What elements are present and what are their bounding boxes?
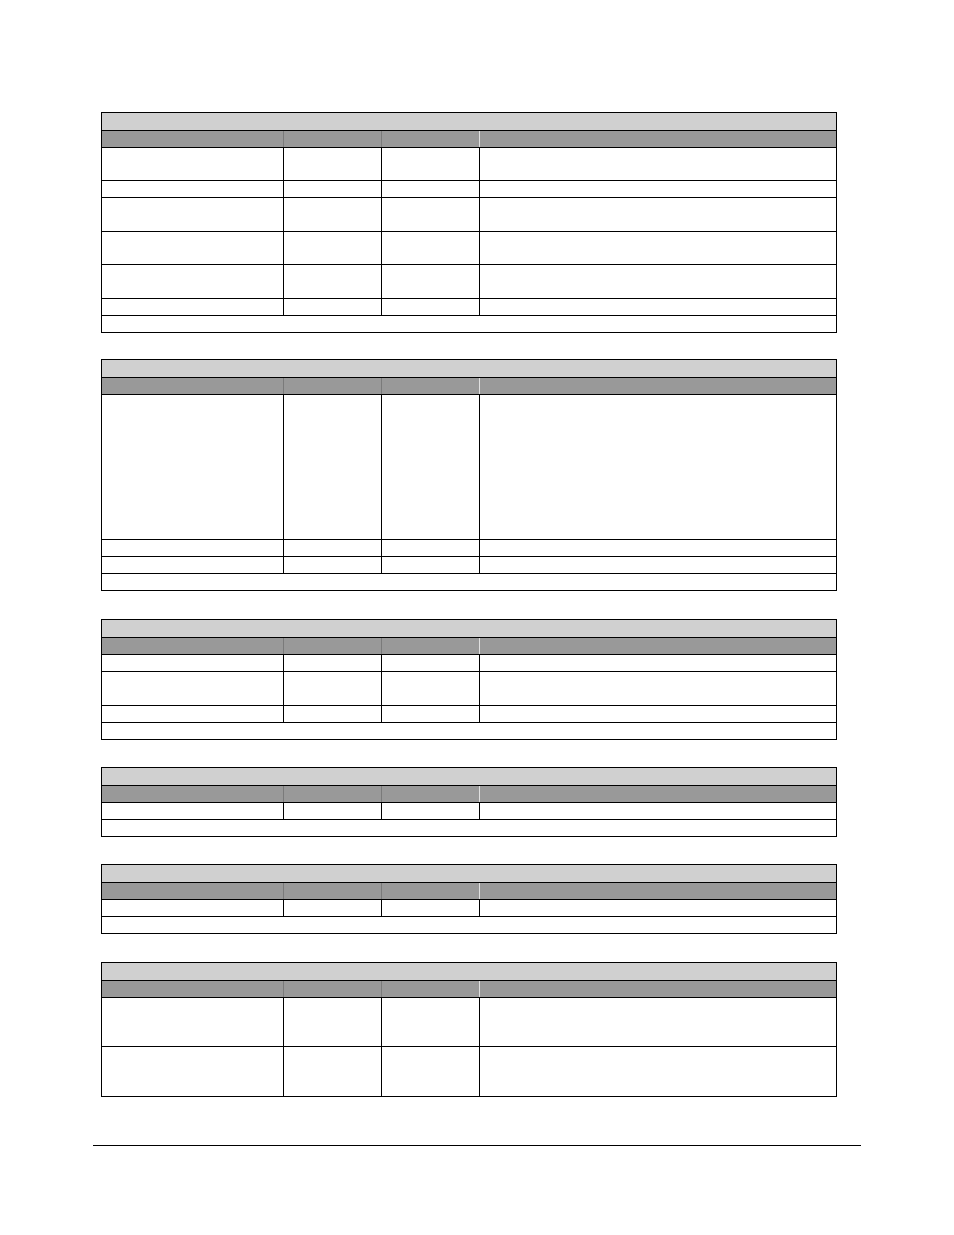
table-cell xyxy=(480,181,836,197)
header-cell xyxy=(480,883,836,899)
table-title xyxy=(102,360,836,378)
header-cell xyxy=(284,378,382,394)
header-cell xyxy=(284,883,382,899)
table-title xyxy=(102,963,836,981)
table-cell xyxy=(480,706,836,722)
table-row xyxy=(102,557,836,574)
table-cell xyxy=(382,395,480,539)
table-cell xyxy=(102,181,284,197)
table-cell xyxy=(102,540,284,556)
table-cell xyxy=(284,672,382,705)
header-cell xyxy=(284,638,382,654)
table-title xyxy=(102,865,836,883)
header-cell xyxy=(102,131,284,147)
table-row xyxy=(102,198,836,232)
table-row xyxy=(102,998,836,1047)
table-cell xyxy=(102,198,284,231)
table-cell xyxy=(284,557,382,573)
table-cell xyxy=(382,655,480,671)
table-row xyxy=(102,265,836,299)
table-5 xyxy=(101,864,837,934)
table-cell xyxy=(480,299,836,315)
table-1 xyxy=(101,112,837,333)
table-header-row xyxy=(102,378,836,395)
table-cell xyxy=(382,540,480,556)
table-cell xyxy=(102,148,284,180)
table-cell xyxy=(102,900,284,916)
table-note-row xyxy=(102,316,836,332)
table-cell xyxy=(102,265,284,298)
table-row xyxy=(102,672,836,706)
table-cell xyxy=(102,998,284,1046)
header-cell xyxy=(102,638,284,654)
table-row xyxy=(102,232,836,265)
table-cell xyxy=(102,299,284,315)
table-cell xyxy=(284,181,382,197)
table-row xyxy=(102,299,836,316)
table-cell xyxy=(480,232,836,264)
table-header-row xyxy=(102,786,836,803)
header-cell xyxy=(382,786,480,802)
table-cell xyxy=(284,900,382,916)
header-cell xyxy=(480,131,836,147)
table-cell xyxy=(102,672,284,705)
table-cell xyxy=(480,803,836,819)
table-title xyxy=(102,768,836,786)
table-cell xyxy=(480,900,836,916)
header-cell xyxy=(382,883,480,899)
table-cell xyxy=(284,706,382,722)
table-cell xyxy=(284,395,382,539)
table-cell xyxy=(480,198,836,231)
header-cell xyxy=(102,981,284,997)
table-cell xyxy=(284,1047,382,1096)
table-cell xyxy=(102,1047,284,1096)
header-cell xyxy=(102,786,284,802)
table-header-row xyxy=(102,981,836,998)
table-3 xyxy=(101,619,837,740)
table-cell xyxy=(382,232,480,264)
table-row xyxy=(102,148,836,181)
table-cell xyxy=(382,198,480,231)
table-cell xyxy=(480,557,836,573)
table-cell xyxy=(284,540,382,556)
table-cell xyxy=(102,706,284,722)
table-cell xyxy=(102,803,284,819)
table-note-row xyxy=(102,820,836,836)
table-title xyxy=(102,620,836,638)
table-cell xyxy=(382,1047,480,1096)
header-cell xyxy=(284,786,382,802)
header-cell xyxy=(382,131,480,147)
table-cell xyxy=(382,803,480,819)
table-cell xyxy=(284,198,382,231)
table-cell xyxy=(102,557,284,573)
table-cell xyxy=(382,998,480,1046)
table-note-row xyxy=(102,723,836,739)
table-cell xyxy=(382,299,480,315)
table-cell xyxy=(480,672,836,705)
header-cell xyxy=(382,378,480,394)
table-cell xyxy=(480,395,836,539)
table-6 xyxy=(101,962,837,1097)
table-4 xyxy=(101,767,837,837)
table-row xyxy=(102,540,836,557)
table-cell xyxy=(382,706,480,722)
table-cell xyxy=(480,148,836,180)
table-header-row xyxy=(102,638,836,655)
table-cell xyxy=(382,181,480,197)
header-cell xyxy=(102,883,284,899)
table-cell xyxy=(284,265,382,298)
header-cell xyxy=(480,378,836,394)
header-cell xyxy=(102,378,284,394)
table-cell xyxy=(382,265,480,298)
table-cell xyxy=(480,1047,836,1096)
table-cell xyxy=(284,998,382,1046)
header-cell xyxy=(480,638,836,654)
table-cell xyxy=(480,265,836,298)
table-cell xyxy=(382,557,480,573)
footer-rule xyxy=(93,1145,861,1146)
table-cell xyxy=(284,803,382,819)
table-row xyxy=(102,395,836,540)
table-cell xyxy=(102,395,284,539)
table-row xyxy=(102,706,836,723)
table-cell xyxy=(284,299,382,315)
table-row xyxy=(102,900,836,917)
header-cell xyxy=(382,981,480,997)
header-cell xyxy=(480,981,836,997)
table-2 xyxy=(101,359,837,591)
table-cell xyxy=(480,655,836,671)
table-title xyxy=(102,113,836,131)
table-cell xyxy=(382,900,480,916)
table-row xyxy=(102,803,836,820)
table-note-row xyxy=(102,574,836,590)
table-header-row xyxy=(102,883,836,900)
table-cell xyxy=(102,232,284,264)
header-cell xyxy=(284,131,382,147)
table-cell xyxy=(382,148,480,180)
table-header-row xyxy=(102,131,836,148)
table-cell xyxy=(102,655,284,671)
table-note-row xyxy=(102,917,836,933)
table-cell xyxy=(382,672,480,705)
header-cell xyxy=(284,981,382,997)
table-cell xyxy=(284,232,382,264)
table-cell xyxy=(480,540,836,556)
table-cell xyxy=(284,148,382,180)
table-cell xyxy=(480,998,836,1046)
table-row xyxy=(102,655,836,672)
header-cell xyxy=(480,786,836,802)
table-cell xyxy=(284,655,382,671)
table-row xyxy=(102,181,836,198)
header-cell xyxy=(382,638,480,654)
table-row xyxy=(102,1047,836,1096)
